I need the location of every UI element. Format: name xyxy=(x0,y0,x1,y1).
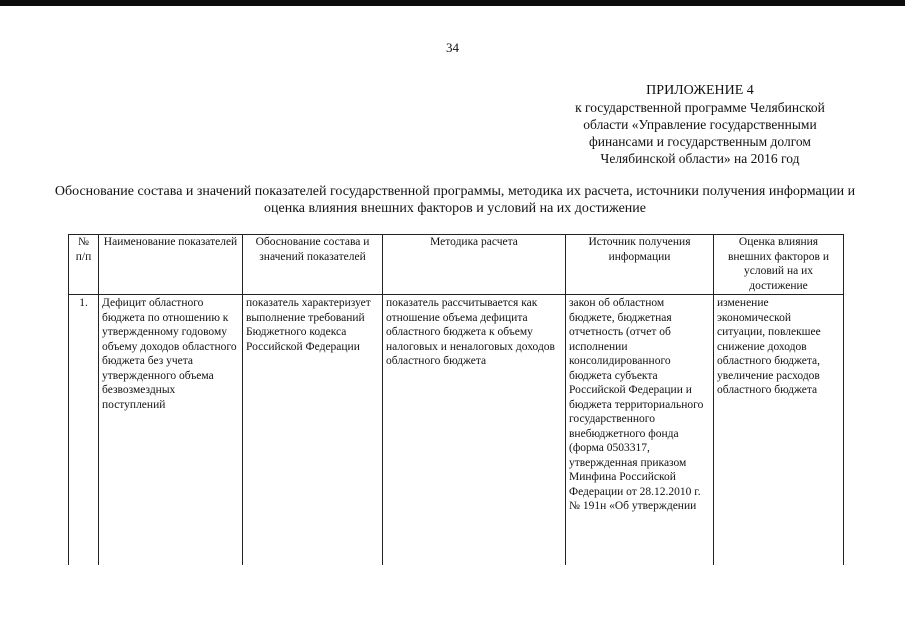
header-assessment: Оценка влияния внешних факторов и условий на их достижение xyxy=(714,235,844,295)
appendix-title: ПРИЛОЖЕНИЕ 4 xyxy=(646,83,754,98)
cell-justification: показатель характеризует выполнение требований Бюджетного кодекса Российской Федерации xyxy=(243,295,383,566)
cell-source: закон об областном бюджете, бюджетная отчетность (отчет об исполнении консолидированного бюджета субъекта Российской Федерации и бюджета территориального государственного внебюджетного фонда (форма 0503317, утвержденная приказом Минфина Российской Федерации от 28.12.2010 г. № 191н «Об утверждении xyxy=(566,295,714,566)
header-number: № п/п xyxy=(69,235,99,295)
appendix-line: к государственной программе Челябинской xyxy=(575,100,825,115)
cell-assessment: изменение экономической ситуации, повлекшее снижение доходов областного бюджета, увеличение расходов областного бюджета xyxy=(714,295,844,566)
appendix-line: финансами и государственным долгом xyxy=(589,134,811,149)
header-method: Методика расчета xyxy=(383,235,566,295)
header-source: Источник получения информации xyxy=(566,235,714,295)
appendix-line: Челябинской области» на 2016 год xyxy=(600,151,800,166)
table-row xyxy=(69,295,844,566)
page-number: 34 xyxy=(446,40,459,55)
header-justification: Обоснование состава и значений показателей xyxy=(243,235,383,295)
table-header-row xyxy=(69,235,844,295)
top-border xyxy=(0,0,905,6)
cell-indicator-name: Дефицит областного бюджета по отношению к утвержденному годовому объему доходов областного бюджета без учета утвержденного объема безвозмездных поступлений xyxy=(99,295,243,566)
appendix-block xyxy=(540,82,860,167)
header-indicator-name: Наименование показателей xyxy=(99,235,243,295)
appendix-line: области «Управление государственными xyxy=(583,117,817,132)
cell-method: показатель рассчитывается как отношение объема дефицита областного бюджета к объему налоговых и неналоговых доходов областного бюджета xyxy=(383,295,566,566)
cell-number: 1. xyxy=(69,295,99,566)
document-title: Обоснование состава и значений показателей государственной программы, методика их расчета, источники получения информации и оценка влияния внешних факторов и условий на их достижение xyxy=(54,184,856,216)
indicators-table xyxy=(68,234,844,565)
